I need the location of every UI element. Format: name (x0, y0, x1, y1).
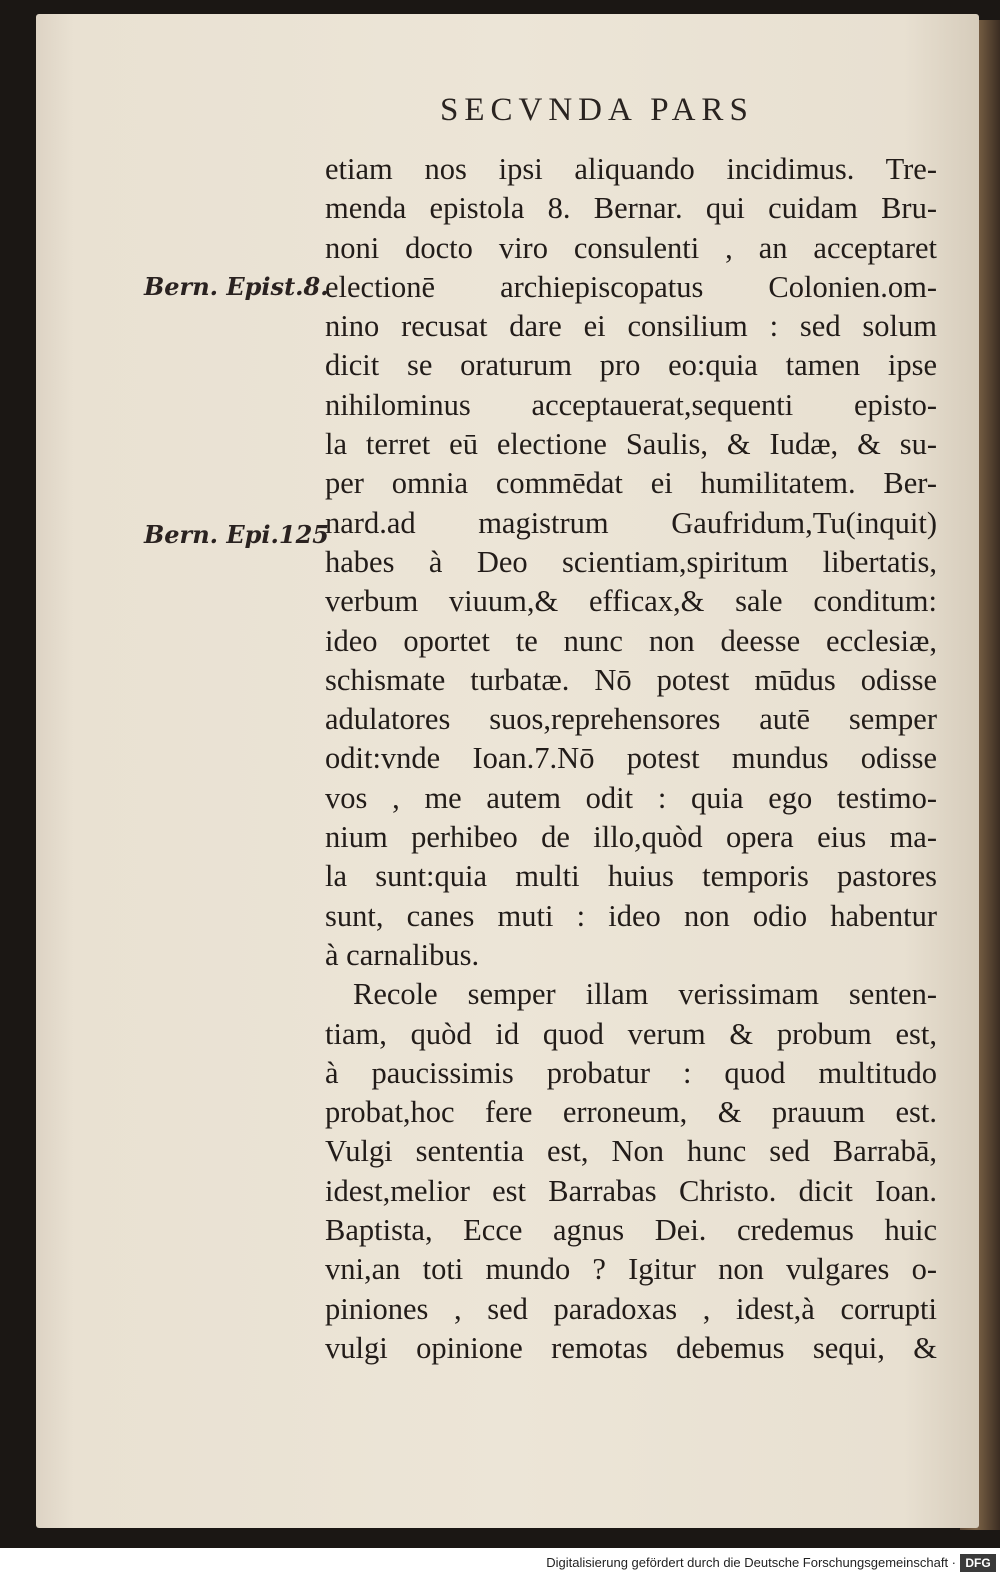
text-line: piniones , sed paradoxas , idest,à corrupti (325, 1291, 937, 1326)
text-line: vni,an toti mundo ? Igitur non vulgares o- (325, 1252, 937, 1287)
margin-note-1: Bern. Epist.8. (144, 272, 329, 301)
text-line: electionē archiepiscopatus Colonien.om- (325, 269, 937, 304)
text-line: noni docto viro consulenti , an acceptaret (325, 230, 937, 265)
text-line: vulgi opinione remotas debemus sequi, & (325, 1330, 937, 1365)
running-title: SECVNDA PARS (440, 92, 754, 128)
text-line: verbum viuum,& efficax,& sale conditum: (325, 584, 937, 619)
text-line: adulatores suos,reprehensores autē semper (325, 702, 937, 737)
text-line: à carnalibus. (325, 937, 480, 972)
text-line: nino recusat dare ei consilium : sed solum (325, 309, 937, 344)
text-line: odit:vnde Ioan.7.Nō potest mundus odisse (325, 741, 937, 776)
text-line: sunt, canes muti : ideo non odio habentur (325, 898, 937, 933)
text-line: Vulgi sententia est, Non hunc sed Barrabā, (325, 1134, 937, 1169)
dfg-logo: DFG (960, 1554, 996, 1572)
text-line: à paucissimis probatur : quod multitudo (325, 1055, 937, 1090)
text-line: vos , me autem odit : quia ego testimo- (325, 780, 937, 815)
text-line: idest,melior est Barrabas Christo. dicit Ioan. (325, 1173, 937, 1208)
body-text (325, 150, 937, 1368)
text-line: per omnia commēdat ei humilitatem. Ber- (325, 466, 937, 501)
text-line: nium perhibeo de illo,quòd opera eius ma- (325, 820, 937, 855)
text-line: menda epistola 8. Bernar. qui cuidam Bru- (325, 191, 937, 226)
margin-note-2: Bern. Epi.125 (144, 520, 330, 549)
text-line: Recole semper illam verissimam senten- (353, 977, 937, 1012)
text-line: nard.ad magistrum Gaufridum,Tu(inquit) (325, 505, 937, 540)
text-line: probat,hoc fere erroneum, & prauum est. (325, 1095, 937, 1130)
digitization-footer (0, 1548, 1000, 1580)
text-line: tiam, quòd id quod verum & probum est, (325, 1016, 937, 1051)
text-line: ideo oportet te nunc non deesse ecclesiæ, (325, 623, 937, 658)
text-line: dicit se oraturum pro eo:quia tamen ipse (325, 348, 937, 383)
text-line: Baptista, Ecce agnus Dei. credemus huic (325, 1213, 937, 1248)
text-line: habes à Deo scientiam,spiritum libertatis, (325, 544, 937, 579)
text-line: schismate turbatæ. Nō potest mūdus odisse (325, 662, 937, 697)
text-line: la terret eū electione Saulis, & Iudæ, & su- (325, 427, 937, 462)
text-line: la sunt:quia multi huius temporis pastores (325, 859, 937, 894)
footer-credit: Digitalisierung gefördert durch die Deutsche Forschungsgemeinschaft · (546, 1555, 956, 1570)
text-line: etiam nos ipsi aliquando incidimus. Tre- (325, 152, 937, 186)
text-line: nihilominus acceptauerat,sequenti episto- (325, 387, 937, 422)
